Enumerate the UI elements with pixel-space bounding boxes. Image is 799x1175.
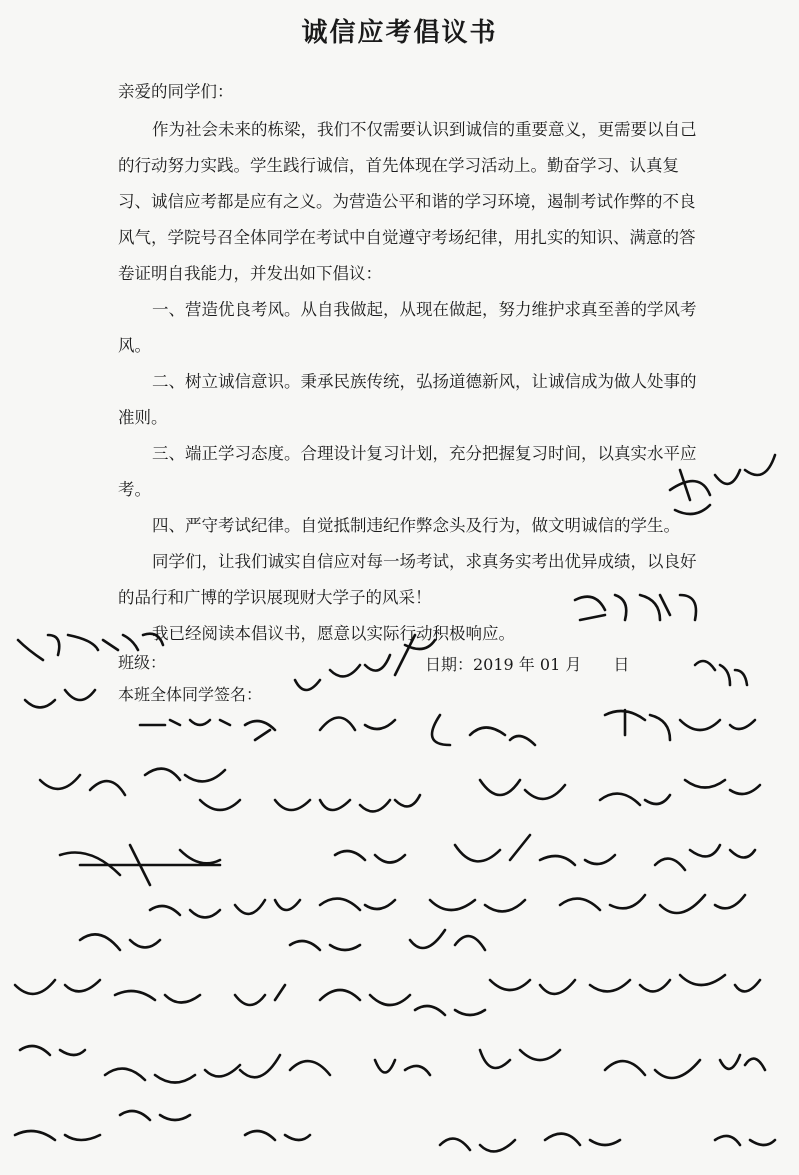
acknowledgement: 我已经阅读本倡议书，愿意以实际行动积极响应。 — [152, 624, 515, 643]
date-line: 日期：2019 年 01 月 日 — [425, 655, 630, 674]
signature-25 — [235, 900, 300, 914]
signature-32 — [410, 930, 485, 950]
signature-42 — [105, 1065, 240, 1083]
signature-21 — [455, 835, 530, 861]
signature-11 — [680, 720, 755, 730]
signature-13 — [145, 769, 225, 782]
signature-35 — [235, 985, 285, 1005]
signature-label: 本班全体同学签名： — [118, 685, 263, 704]
signature-30 — [80, 934, 160, 950]
signature-34 — [115, 991, 200, 1003]
signature-5 — [25, 690, 95, 708]
signature-53 — [715, 1136, 775, 1145]
signature-45 — [480, 1050, 560, 1068]
signature-7 — [245, 721, 275, 740]
signature-17 — [600, 794, 670, 805]
signature-6 — [140, 720, 230, 725]
signature-47 — [720, 1055, 765, 1070]
signature-48 — [15, 1131, 100, 1140]
signature-31 — [290, 941, 360, 950]
signature-38 — [490, 980, 575, 994]
signature-19 — [60, 845, 220, 885]
signature-36 — [320, 990, 410, 1005]
signature-22 — [540, 855, 615, 865]
signature-9 — [432, 715, 535, 745]
intro-paragraph: 作为社会未来的栋梁，我们不仅需要认识到诚信的重要意义，更需要以自己的行动努力实践。学生践行诚信，首先体现在学习活动上。勤奋学习、认真复习、诚信应考都是应有之义。为营造公平和谐的学习环境，遏制考试作弊的不良风气，学院号召全体同学在考试中自觉遵守考场纪律，用扎实的知识、满意的答卷证明自我能力，并发出如下倡议： — [118, 120, 697, 283]
signature-33 — [15, 980, 100, 994]
signature-44 — [375, 1060, 430, 1075]
signature-26 — [320, 899, 395, 910]
closing-paragraph: 同学们，让我们诚实自信应对每一场考试，求真务实考出优异成绩，以良好的品行和广博的学识展现财大学子的风采！ — [118, 552, 697, 607]
signature-40 — [680, 975, 760, 991]
signature-28 — [560, 895, 645, 910]
pledge-item-4: 四、严守考试纪律。自觉抵制违纪作弊念头及行为，做文明诚信的学生。 — [152, 516, 680, 535]
signature-29 — [660, 895, 745, 913]
signature-39 — [590, 980, 670, 991]
pledge-item-2: 二、树立诚信意识。秉承民族传统，弘扬道德新风，让诚信成为做人处事的准则。 — [118, 372, 697, 427]
signature-18 — [685, 780, 760, 794]
signature-8 — [320, 718, 395, 731]
signature-41 — [20, 1046, 85, 1055]
signature-43 — [240, 1055, 330, 1077]
signature-20 — [335, 851, 405, 863]
signature-52 — [545, 1134, 620, 1145]
signature-12 — [40, 775, 125, 795]
signature-51 — [440, 1139, 515, 1152]
greeting: 亲爱的同学们： — [118, 82, 234, 101]
class-label: 班级： — [118, 653, 167, 672]
signature-46 — [605, 1060, 700, 1078]
signature-49 — [120, 1111, 190, 1120]
document-title: 诚信应考倡议书 — [301, 18, 498, 48]
signature-10 — [605, 710, 670, 740]
signature-50 — [245, 1131, 310, 1140]
signature-37 — [415, 1006, 485, 1015]
pledge-item-1: 一、营造优良考风。从自我做起，从现在做起，努力维护求真至善的学风考风。 — [118, 300, 697, 355]
signature-15 — [275, 795, 420, 811]
signature-14 — [200, 800, 240, 810]
signature-27 — [430, 900, 525, 911]
signature-23 — [655, 845, 755, 870]
signature-4 — [695, 661, 747, 685]
pledge-item-3: 三、端正学习态度。合理设计复习计划，充分把握复习时间，以真实水平应考。 — [118, 444, 697, 499]
signature-16 — [480, 780, 565, 799]
signature-24 — [150, 906, 220, 918]
